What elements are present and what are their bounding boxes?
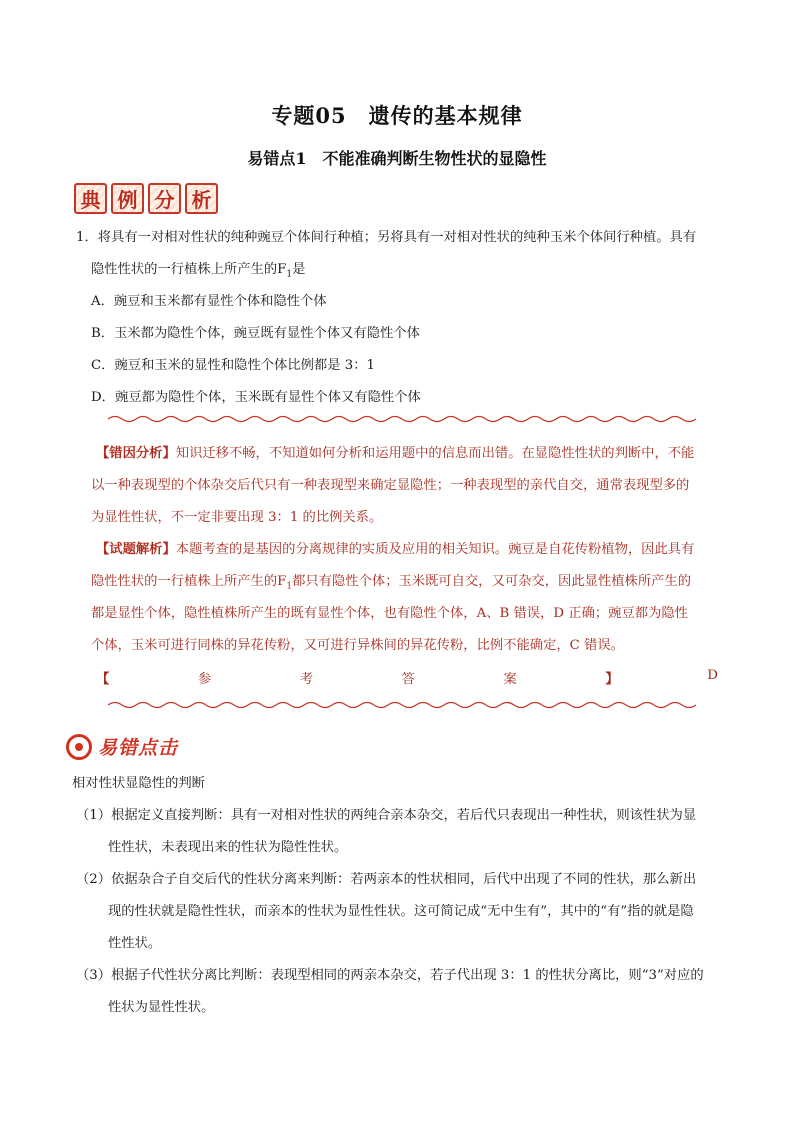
wavy-divider bbox=[108, 700, 698, 710]
option-a: A．豌豆和玉米都有显性个体和隐性个体 bbox=[91, 294, 327, 309]
example-analysis-badge bbox=[74, 183, 218, 214]
solution-text: 都只有隐性个体；玉米既可自交，又可杂交，因此显性植株所产生的 bbox=[292, 574, 692, 589]
wavy-divider bbox=[108, 414, 698, 424]
error-analysis-line: 以一种表现型的个体杂交后代只有一种表现型来确定显隐性；一种表现型的亲代自交，通常表现型多的 bbox=[91, 478, 690, 493]
tips-heading-text: 易错点击 bbox=[98, 737, 179, 759]
list-item-cont: 性性状。 bbox=[108, 936, 162, 951]
section-subtitle: 易错点1 不能准确判断生物性状的显隐性 bbox=[247, 149, 547, 168]
list-item bbox=[76, 966, 704, 986]
stem-text: 隐性性状的一行植株上所产生的F bbox=[91, 262, 287, 277]
question-stem-line bbox=[91, 260, 305, 285]
target-icon bbox=[66, 734, 92, 760]
list-item-cont: 现的性状就是隐性性状，而亲本的性状为显性性状。这可简记成“无中生有”，其中的“有”指的就是隐 bbox=[108, 904, 694, 919]
subscript: 1 bbox=[286, 581, 293, 592]
solution-text: 本题考查的是基因的分离规律的实质及应用的相关知识。豌豆是自花传粉植物，因此具有 bbox=[175, 542, 695, 557]
badge-char: 析 bbox=[185, 183, 218, 214]
solution-line bbox=[96, 540, 694, 560]
badge-char: 例 bbox=[111, 183, 144, 214]
solution-line bbox=[91, 572, 691, 597]
item-text: 根据定义直接判断：具有一对相对性状的两纯合亲本杂交，若后代只表现出一种性状，则该性状为显 bbox=[111, 808, 697, 823]
item-number: （3） bbox=[76, 968, 112, 983]
stem-text: 是 bbox=[292, 262, 306, 277]
option-b: B．玉米都为隐性个体，豌豆既有显性个体又有隐性个体 bbox=[91, 326, 420, 341]
reference-answer bbox=[96, 668, 718, 687]
item-text: 依据杂合子自交后代的性状分离来判断：若两亲本的性状相同，后代中出现了不同的性状，那么新出 bbox=[111, 872, 697, 887]
list-item-cont: 性性状，未表现出来的性状为隐性性状。 bbox=[108, 840, 348, 855]
error-analysis-tag: 【错因分析】 bbox=[96, 446, 176, 461]
page-title: 专题05 遗传的基本规律 bbox=[271, 103, 523, 128]
solution-text: 隐性性状的一行植株上所产生的F bbox=[91, 574, 287, 589]
subscript: 1 bbox=[286, 269, 293, 280]
answer-bracket: 【 bbox=[96, 672, 110, 687]
tips-intro: 相对性状显隐性的判断 bbox=[72, 776, 205, 791]
item-number: （1） bbox=[76, 808, 112, 823]
list-item bbox=[76, 870, 696, 890]
option-d: D．豌豆都为隐性个体，玉米既有显性个体又有隐性个体 bbox=[91, 390, 421, 405]
solution-line: 都是显性个体，隐性植株所产生的既有显性个体，也有隐性个体，A、B 错误，D 正确；豌豆都为隐性 bbox=[91, 606, 688, 621]
badge-char: 典 bbox=[74, 183, 107, 214]
answer-value: D bbox=[707, 668, 718, 683]
answer-char: 案 bbox=[503, 672, 517, 687]
list-item bbox=[76, 806, 696, 826]
answer-char: 答 bbox=[401, 672, 415, 687]
badge-char: 分 bbox=[148, 183, 181, 214]
solution-tag: 【试题解析】 bbox=[96, 542, 176, 557]
tips-heading bbox=[66, 733, 178, 760]
error-analysis-line: 为显性性状，不一定非要出现 3：1 的比例关系。 bbox=[91, 510, 383, 525]
item-text: 根据子代性状分离比判断：表现型相同的两亲本杂交，若子代出现 3：1 的性状分离比，则“3”对应的 bbox=[111, 968, 704, 983]
option-c: C．豌豆和玉米的显性和隐性个体比例都是 3：1 bbox=[91, 358, 375, 373]
error-analysis-line bbox=[96, 444, 694, 464]
error-text: 知识迁移不畅，不知道如何分析和运用题中的信息而出错。在显隐性性状的判断中，不能 bbox=[175, 446, 695, 461]
list-item-cont: 性状为显性性状。 bbox=[108, 1000, 215, 1015]
item-number: （2） bbox=[76, 872, 112, 887]
question-stem-line: 1．将具有一对相对性状的纯种豌豆个体间行种植；另将具有一对相对性状的纯种玉米个体间行种植。具有 bbox=[76, 230, 697, 245]
answer-bracket: 】 bbox=[605, 672, 619, 687]
answer-char: 参 bbox=[197, 672, 212, 687]
answer-char: 考 bbox=[299, 672, 314, 687]
solution-line: 个体，玉米可进行同株的异花传粉，又可进行异株间的异花传粉，比例不能确定，C 错误。 bbox=[91, 638, 624, 653]
